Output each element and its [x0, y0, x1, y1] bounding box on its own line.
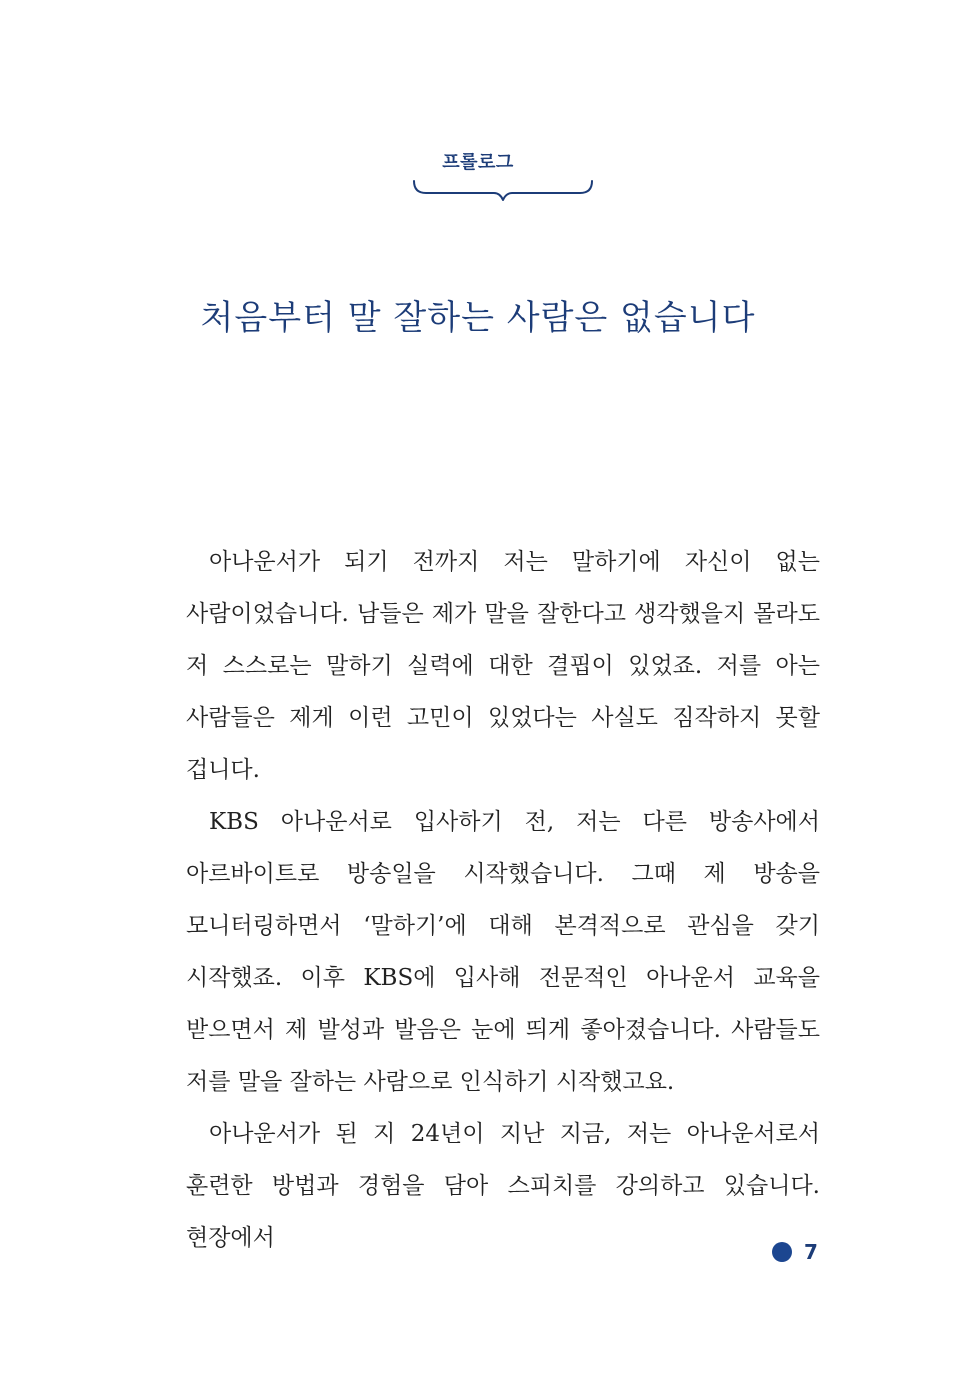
- paragraph-3: 아나운서가 된 지 24년이 지난 지금, 저는 아나운서로서 훈련한 방법과 경험을 담아 스피치를 강의하고 있습니다. 현장에서: [186, 1121, 820, 1251]
- section-label: 프롤로그: [442, 152, 514, 173]
- paragraph-2: KBS 아나운서로 입사하기 전, 저는 다른 방송사에서 아르바이트로 방송일을 시작했습니다. 그때 제 방송을 모니터링하면서 ‘말하기’에 대해 본격적으로 관심을 갖기 시작했죠. 이후 KBS에 입사해 전문적인 아나운서 교육을 받으면서 제 발성과 발음은 눈에 띄게 좋아졌습니다. 사람들도 저를 말을 잘하는 사람으로 인식하기 시작했고요.: [186, 809, 820, 1095]
- page-dot-icon: [772, 1242, 792, 1262]
- chapter-title: 처음부터 말 잘하는 사람은 없습니다: [200, 298, 756, 338]
- page-number: 7: [804, 1240, 818, 1264]
- section-bracket-ornament: [410, 178, 596, 204]
- body-text: [186, 536, 820, 1264]
- paragraph-1: 아나운서가 되기 전까지 저는 말하기에 자신이 없는 사람이었습니다. 남들은 제가 말을 잘한다고 생각했을지 몰라도 저 스스로는 말하기 실력에 대한 결핍이 있었죠. 저를 아는 사람들은 제게 이런 고민이 있었다는 사실도 짐작하지 못할 겁니다.: [186, 549, 820, 783]
- page-number-block: [772, 1239, 818, 1265]
